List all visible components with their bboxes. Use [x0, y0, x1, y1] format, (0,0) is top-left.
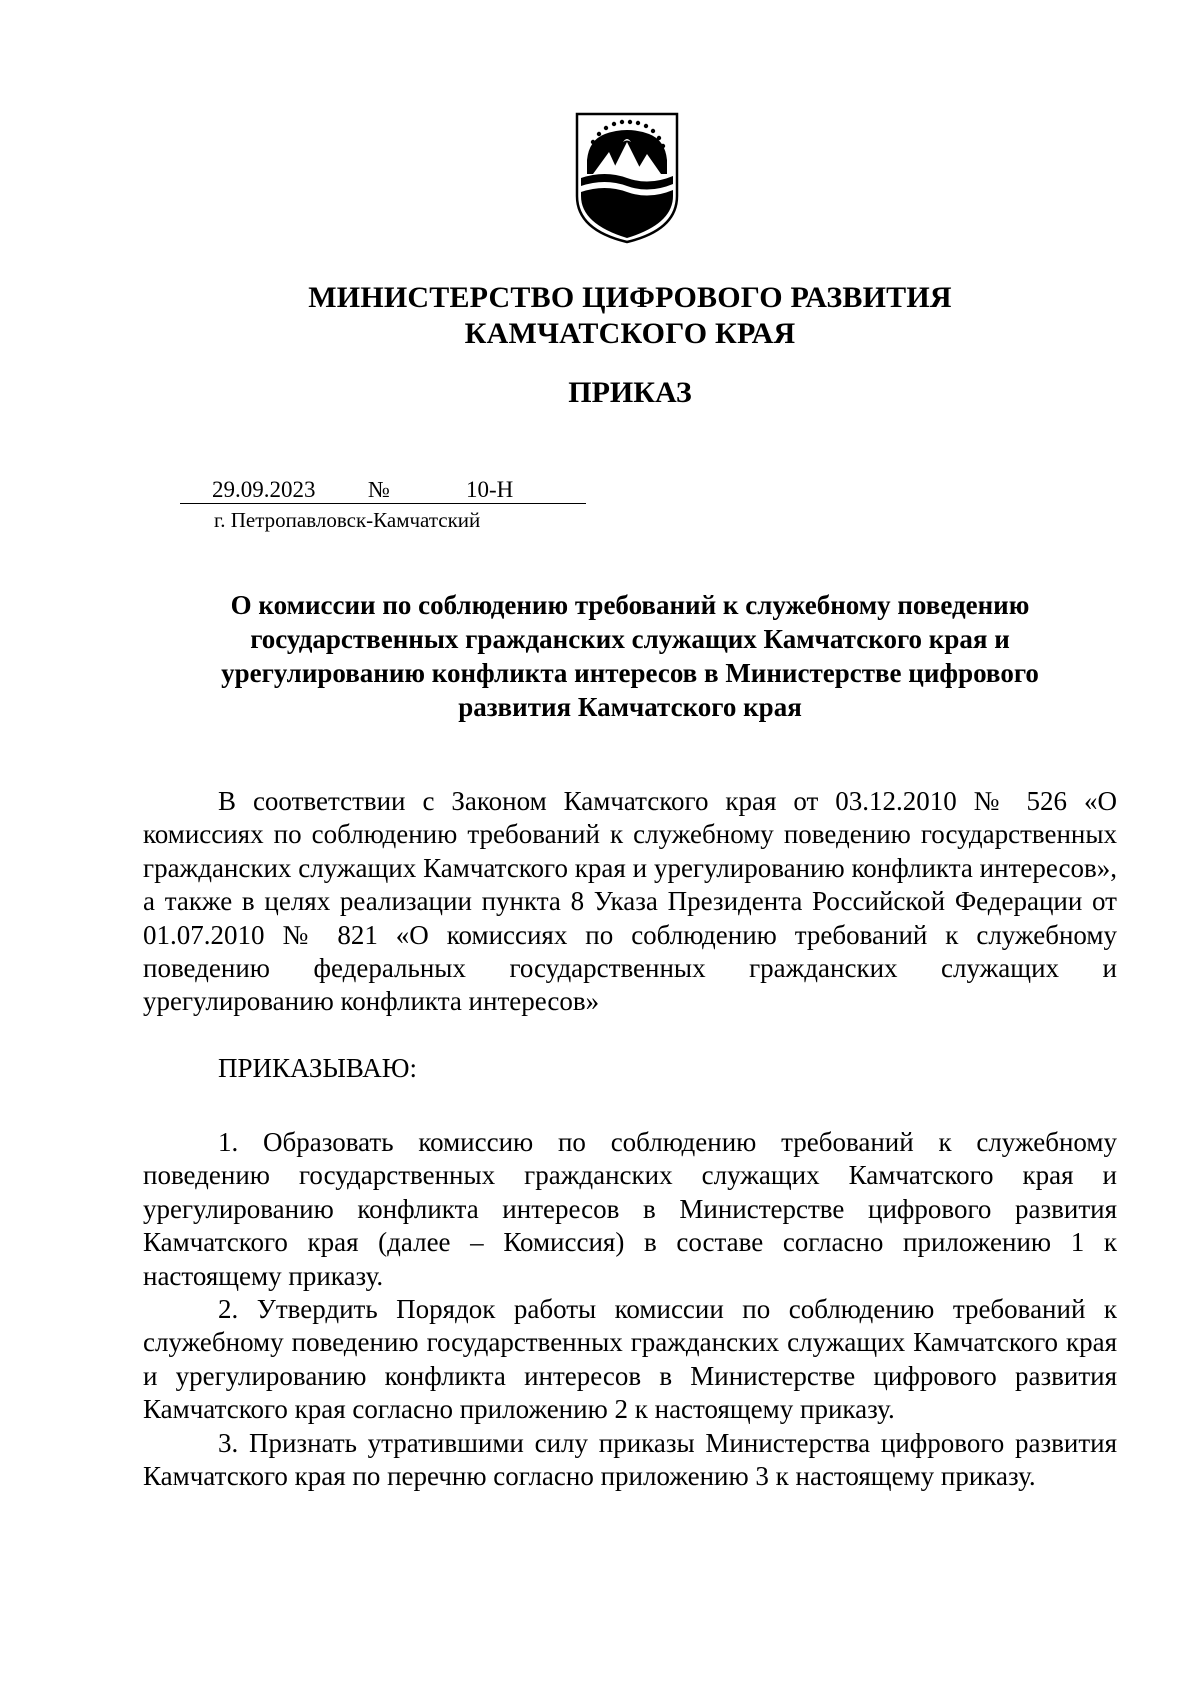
order-item-2: 2. Утвердить Порядок работы комиссии по соблюдению требований к служебному поведению государственных гражданских служащих Камчатского края и урегулированию конфликта интересов в Министерстве цифрового развития Камчатского края согласно приложению 2 к настоящему приказу.	[143, 1294, 1117, 1425]
order-items	[143, 1126, 1117, 1493]
preamble	[143, 785, 1117, 1019]
order-meta-line	[180, 475, 586, 504]
ministry-name	[0, 280, 1200, 352]
order-city: г. Петропавловск-Камчатский	[214, 508, 481, 532]
ministry-name-line1: МИНИСТЕРСТВО ЦИФРОВОГО РАЗВИТИЯ	[308, 281, 952, 314]
order-subject: О комиссии по соблюдению требований к служебному поведению государственных гражданских служащих Камчатского края и урегулированию конфликта интересов в Министерстве цифрового развития Камчатского края	[221, 590, 1039, 722]
ministry-name-line2: КАМЧАТСКОГО КРАЯ	[464, 317, 796, 350]
order-number: 10-Н	[466, 477, 514, 502]
order-item-1: 1. Образовать комиссию по соблюдению требований к служебному поведению государственных гражданских служащих Камчатского края и урегулированию конфликта интересов в Министерстве цифрового развития Камчатского края (далее – Комиссия) в составе согласно приложению 1 к настоящему приказу.	[143, 1127, 1117, 1291]
number-sign: №	[368, 477, 390, 502]
order-item-3: 3. Признать утратившими силу приказы Министерства цифрового развития Камчатского края по перечню согласно приложению 3 к настоящему приказу.	[143, 1427, 1117, 1492]
preamble-paragraph: В соответствии с Законом Камчатского края от 03.12.2010 № 526 «О комиссиях по соблюдению требований к служебному поведению государственных гражданских служащих Камчатского края и урегулированию конфликта интересов», а также в целях реализации пункта 8 Указа Президента Российской Федерации от 01.07.2010 № 821 «О комиссиях по соблюдению требований к служебному поведению федеральных государственных гражданских служащих и урегулированию конфликта интересов»	[143, 786, 1117, 1017]
order-title: ПРИКАЗ	[568, 376, 692, 409]
order-date: 29.09.2023	[212, 477, 316, 502]
orders-word: ПРИКАЗЫВАЮ:	[218, 1053, 417, 1083]
kamchatka-coat-of-arms-icon	[575, 112, 679, 244]
